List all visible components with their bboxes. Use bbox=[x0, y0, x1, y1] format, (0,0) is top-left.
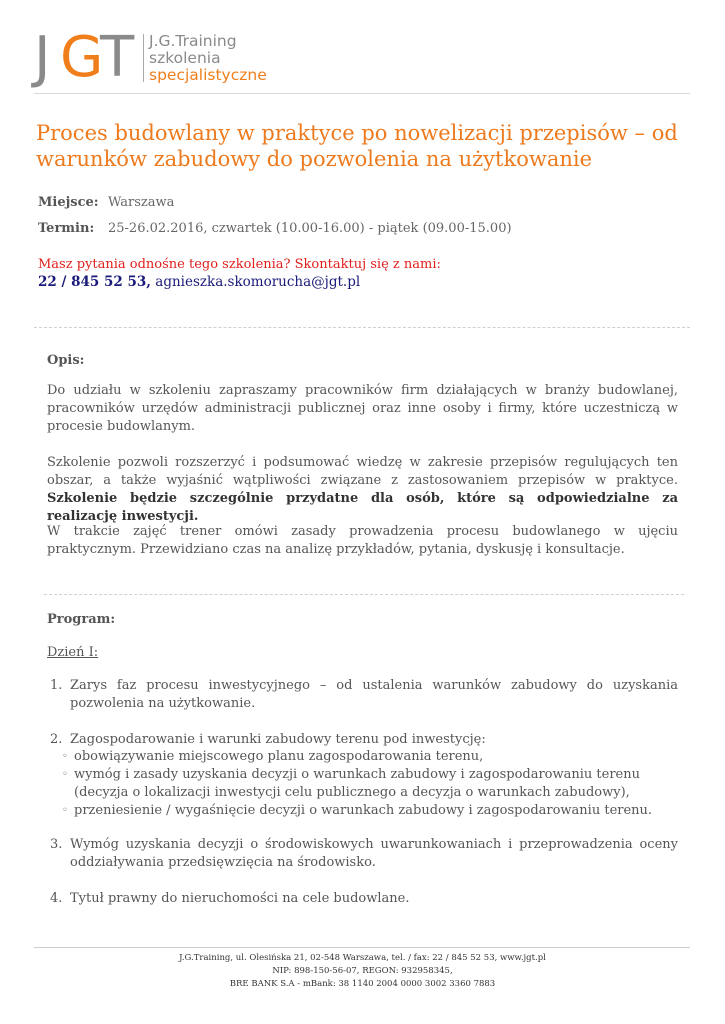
description-paragraph-2-text: Szkolenie pozwoli rozszerzyć i podsumować wiedzę w zakresie przepisów regulujących ten obszar, a także wyjaśnić wątpliwości związane z zastosowaniem przepisów w praktyce. bbox=[47, 455, 678, 488]
footer-tax-ids: NIP: 898-150-56-07, REGON: 932958345, bbox=[272, 966, 453, 976]
program-heading: Program: bbox=[47, 612, 116, 627]
header-divider bbox=[34, 93, 690, 94]
program-item-text: Zagospodarowanie i warunki zabudowy terenu pod inwestycję: bbox=[70, 732, 486, 747]
program-item bbox=[50, 890, 678, 908]
logo-divider bbox=[143, 34, 144, 82]
program-item-number: 1. bbox=[50, 678, 63, 693]
footer-divider bbox=[34, 947, 690, 948]
logo-company-name: J.G.Training bbox=[149, 32, 237, 50]
description-paragraph-2 bbox=[47, 454, 678, 526]
program-subitem bbox=[62, 766, 678, 802]
footer-address: J.G.Training, ul. Olesińska 21, 02-548 Warszawa, tel. / fax: 22 / 845 52 53, www.jgt.pl bbox=[179, 953, 546, 963]
contact-phone: 22 / 845 52 53, bbox=[38, 274, 151, 290]
program-subitem bbox=[62, 802, 678, 820]
description-paragraph-3: W trakcie zajęć trener omówi zasady prowadzenia procesu budowlanego w ujęciu praktycznym. Przewidziano czas na analizę przykładów, pytania, dyskusję i konsultacje. bbox=[47, 524, 678, 557]
program-subitem-text: obowiązywanie miejscowego planu zagospodarowania terenu, bbox=[74, 749, 484, 764]
description-paragraph-2-bold: Szkolenie będzie szczególnie przydatne dla osób, które są odpowiedzialne za realizację inwestycji. bbox=[47, 491, 678, 524]
program-subitem-text: przeniesienie / wygaśnięcie decyzji o warunkach zabudowy i zagospodarowaniu terenu. bbox=[74, 803, 653, 818]
program-item-text: Zarys faz procesu inwestycyjnego – od ustalenia warunków zabudowy do uzyskania pozwolenia na użytkowanie. bbox=[70, 678, 678, 711]
description-paragraph-1: Do udziału w szkoleniu zapraszamy pracowników firm działających w branży budowlanej, pracowników urzędów administracji publicznej oraz inne osoby i firmy, które uczestniczą w procesie budowlanym. bbox=[47, 383, 678, 434]
bullet-icon: ◦ bbox=[62, 805, 68, 816]
footer-bank: BRE BANK S.A - mBank: 38 1140 2004 0000 3002 3360 7883 bbox=[229, 979, 496, 989]
program-subitem bbox=[62, 748, 678, 766]
place-value: Warszawa bbox=[108, 195, 175, 210]
title-line-1: Proces budowlany w praktyce po nowelizacji przepisów – od bbox=[36, 121, 678, 145]
logo-tagline-2: specjalistyczne bbox=[149, 66, 267, 84]
logo-tagline-1: szkolenia bbox=[149, 49, 221, 67]
contact-email-link[interactable]: agnieszka.skomorucha@jgt.pl bbox=[155, 274, 361, 290]
section-divider-2 bbox=[44, 594, 684, 595]
program-item bbox=[50, 731, 678, 749]
program-subitem-text: wymóg i zasady uzyskania decyzji o warunkach zabudowy i zagospodarowaniu terenu (decyzja o lokalizacji inwestycji celu publicznego a decyzja o warunkach zabudowy), bbox=[74, 767, 640, 800]
contact-line bbox=[38, 274, 360, 290]
title-line-2: warunków zabudowy do pozwolenia na użytkowanie bbox=[36, 147, 593, 171]
date-value: 25-26.02.2016, czwartek (10.00-16.00) - piątek (09.00-15.00) bbox=[108, 221, 512, 236]
program-item-number: 4. bbox=[50, 891, 63, 906]
contact-question: Masz pytania odnośne tego szkolenia? Skontaktuj się z nami: bbox=[38, 257, 441, 272]
program-item bbox=[50, 836, 678, 872]
program-item-text: Tytuł prawny do nieruchomości na cele budowlane. bbox=[70, 891, 410, 906]
bullet-icon: ◦ bbox=[62, 769, 68, 780]
place-label: Miejsce: bbox=[38, 195, 99, 210]
description-heading: Opis: bbox=[47, 353, 85, 368]
logo-letter-t: T bbox=[100, 25, 133, 90]
program-item-number: 2. bbox=[50, 732, 63, 747]
program-item bbox=[50, 677, 678, 713]
date-label: Termin: bbox=[38, 221, 95, 236]
program-day-heading: Dzień I: bbox=[47, 645, 99, 660]
bullet-icon: ◦ bbox=[62, 751, 68, 762]
page-title bbox=[36, 120, 696, 172]
section-divider-1 bbox=[34, 327, 690, 328]
program-item-text: Wymóg uzyskania decyzji o środowiskowych uwarunkowaniach i przeprowadzenia oceny oddziaływania przedsięwzięcia na środowisko. bbox=[70, 837, 678, 870]
logo-letter-j: J bbox=[34, 25, 49, 90]
program-item-number: 3. bbox=[50, 837, 63, 852]
logo-letter-g: G bbox=[60, 25, 102, 90]
